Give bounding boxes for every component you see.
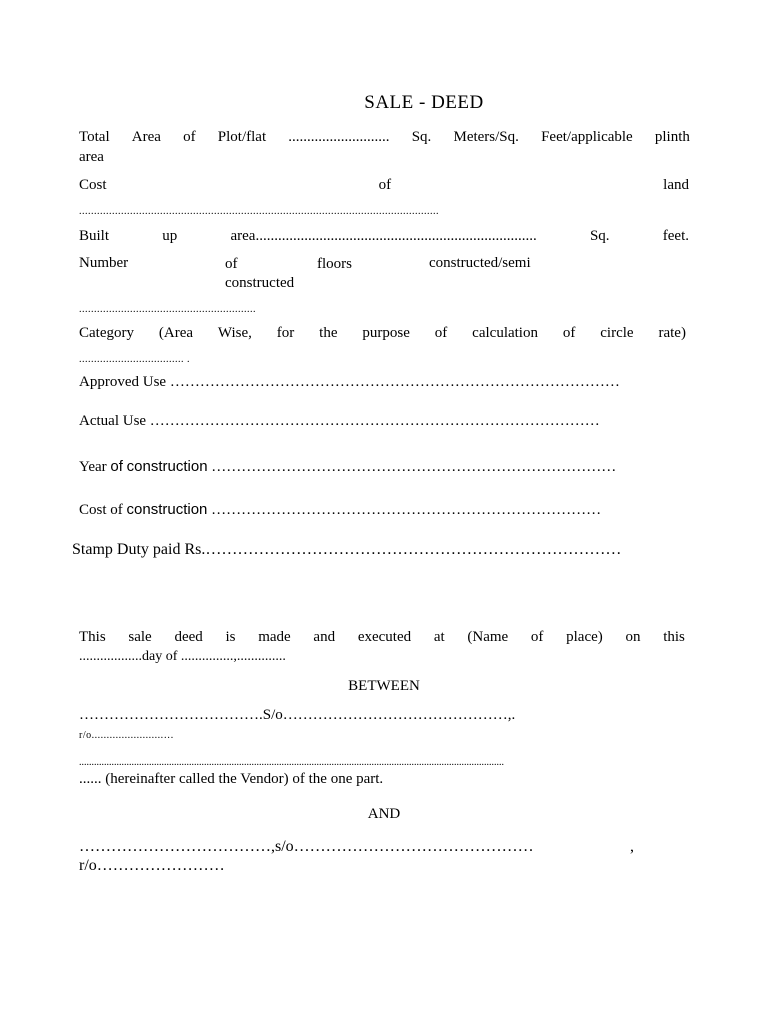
number-label: Number: [79, 255, 129, 271]
year-of-construction-line: Year of construction ………………………………………………………………………: [79, 458, 617, 475]
floors-dots: ...........................................................: [79, 304, 256, 315]
constructed-word: constructed: [225, 275, 295, 291]
approved-use-line: Approved Use ………………………………………………………………………………: [79, 374, 620, 390]
vendee-residence-line: r/o……………………: [79, 857, 225, 874]
vendor-name-line: ……………………………….S/o………………………………………,.: [79, 707, 516, 723]
category-line: Category (Area Wise, for the purpose of calculation of circle rate): [79, 325, 686, 341]
category-dots: ................................... .: [79, 354, 190, 365]
plot-area-line: Total Area of Plot/flat ........................... Sq. Meters/Sq. Feet/applicable plinth: [79, 129, 690, 145]
cost-of-construction-line: Cost of construction ……………………………………………………………………: [79, 501, 602, 518]
built-up-area-line: Built up area........................................................................... Sq. feet.: [79, 228, 689, 244]
plot-area-line-cont: area: [79, 149, 104, 165]
cost-of-land-line: Cost of land: [79, 177, 689, 193]
document-title: SALE - DEED: [364, 92, 484, 113]
floors-word: floors: [317, 256, 352, 272]
between-heading: BETWEEN: [348, 678, 420, 694]
vendor-dots-line: ..........................................................................................................................................................................: [79, 757, 504, 768]
floors-of: of: [225, 256, 238, 272]
made-executed-line: This sale deed is made and executed at (Name of place) on this: [79, 629, 685, 645]
made-executed-cont: ..................day of ...............,..............: [79, 649, 286, 664]
vendee-comma: ,: [630, 838, 634, 855]
actual-use-line: Actual Use ………………………………………………………………………………: [79, 413, 600, 429]
vendee-name-line: ………………………………,s/o………………………………………: [79, 838, 534, 855]
constructed-semi: constructed/semi: [429, 255, 531, 271]
vendor-called-line: ...... (hereinafter called the Vendor) of the one part.: [79, 771, 384, 787]
and-heading: AND: [367, 806, 401, 822]
cost-of-land-dots: ........................................................................................................................: [79, 206, 439, 217]
vendor-residence-line: r/o........................…: [79, 730, 175, 741]
stamp-duty-line: Stamp Duty paid Rs.……………………………………………………………………: [72, 541, 622, 558]
